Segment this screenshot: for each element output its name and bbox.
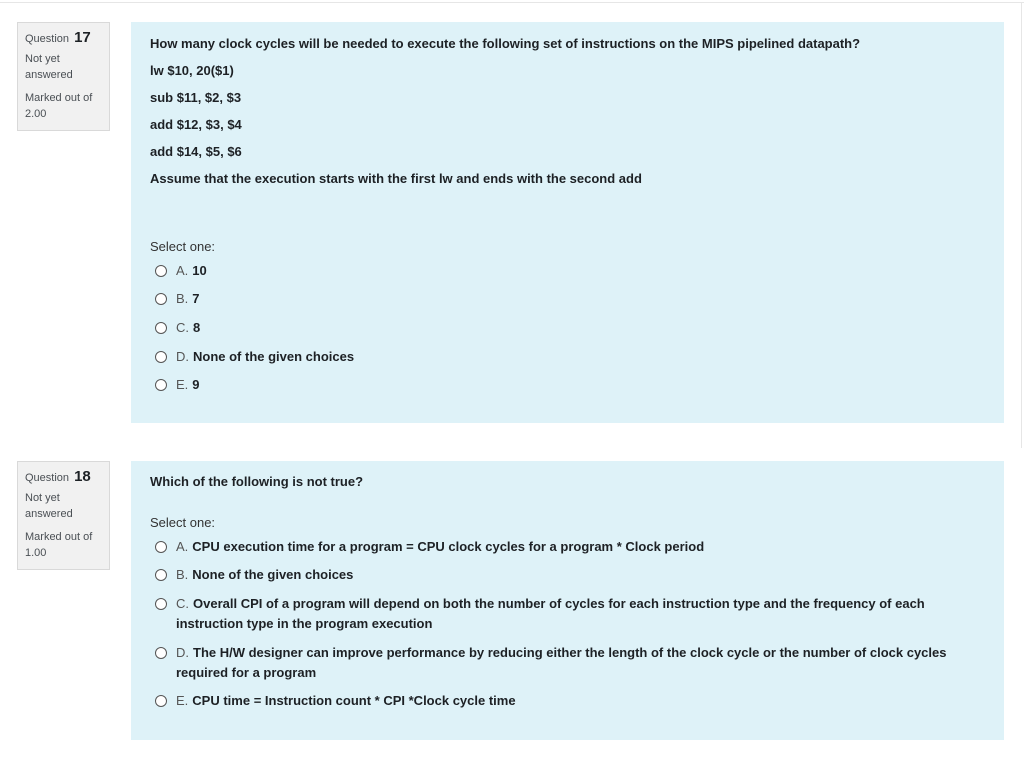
question-number: 17 [74,29,91,46]
option-text: CPU time = Instruction count * CPI *Clock cycle time [192,693,516,708]
answer-option-c[interactable] [155,594,975,634]
option-label[interactable] [176,318,200,338]
answer-option-b[interactable] [155,565,975,585]
option-letter: C. [176,596,189,611]
option-text: Overall CPI of a program will depend on both the number of cycles for each instruction type and the frequency of each instruction type in the program execution [176,596,925,631]
option-label[interactable] [176,537,975,557]
answer-option-e[interactable] [155,691,975,711]
radio-button[interactable] [155,598,167,610]
option-label[interactable] [176,261,207,281]
answer-option-a[interactable] [155,261,207,281]
radio-button[interactable] [155,569,167,581]
option-label[interactable] [176,289,200,309]
question-word: Question [25,472,70,484]
instruction-line: add $12, $3, $4 [150,117,242,132]
right-divider [1021,3,1022,448]
option-letter: B. [176,567,189,582]
question-note: Assume that the execution starts with the first lw and ends with the second add [150,171,642,186]
question-18-formulation [131,461,1004,740]
option-letter: A. [176,263,189,278]
option-label[interactable] [176,565,975,585]
select-one-prompt: Select one: [150,239,216,254]
option-text: The H/W designer can improve performance by reducing either the length of the clock cycle or the number of clock cycles required for a program [176,645,947,680]
option-label[interactable] [176,594,975,634]
option-letter: E. [176,693,189,708]
radio-button[interactable] [155,265,167,277]
question-state: Not yet answered [25,492,73,520]
question-number: 18 [74,468,91,485]
option-label[interactable] [176,347,354,367]
option-label[interactable] [176,643,995,683]
top-divider [0,2,1024,3]
radio-button[interactable] [155,647,167,659]
option-text: 9 [192,377,200,392]
select-one-prompt: Select one: [150,515,216,530]
option-letter: D. [176,349,189,364]
radio-button[interactable] [155,379,167,391]
question-18-info [17,461,110,570]
question-17-info [17,22,110,131]
radio-button[interactable] [155,293,167,305]
question-word: Question [25,33,70,45]
option-text: None of the given choices [193,349,355,364]
option-label[interactable] [176,375,200,395]
question-number-label [25,30,102,47]
option-letter: A. [176,539,189,554]
instruction-line: sub $11, $2, $3 [150,90,242,105]
option-text: None of the given choices [192,567,354,582]
radio-button[interactable] [155,695,167,707]
answer-option-c[interactable] [155,318,200,338]
option-label[interactable] [176,691,975,711]
radio-button[interactable] [155,322,167,334]
option-text: CPU execution time for a program = CPU clock cycles for a program * Clock period [192,539,705,554]
radio-button[interactable] [155,541,167,553]
question-17-formulation [131,22,1004,423]
question-grade: Marked out of 2.00 [25,92,93,120]
answer-option-d[interactable] [155,643,995,683]
option-text: 10 [192,263,207,278]
option-letter: D. [176,645,189,660]
question-number-label [25,469,102,486]
answer-option-b[interactable] [155,289,200,309]
question-grade: Marked out of 1.00 [25,531,93,559]
answer-option-e[interactable] [155,375,200,395]
question-text: How many clock cycles will be needed to execute the following set of instructions on the MIPS pipelined datapath? [150,36,861,51]
question-state: Not yet answered [25,53,73,81]
instruction-line: lw $10, 20($1) [150,63,234,78]
answer-option-d[interactable] [155,347,354,367]
instruction-line: add $14, $5, $6 [150,144,242,159]
answer-option-a[interactable] [155,537,975,557]
option-text: 7 [192,291,200,306]
option-letter: E. [176,377,189,392]
radio-button[interactable] [155,351,167,363]
option-letter: C. [176,320,189,335]
question-text: Which of the following is not true? [150,474,364,489]
option-letter: B. [176,291,189,306]
option-text: 8 [193,320,201,335]
